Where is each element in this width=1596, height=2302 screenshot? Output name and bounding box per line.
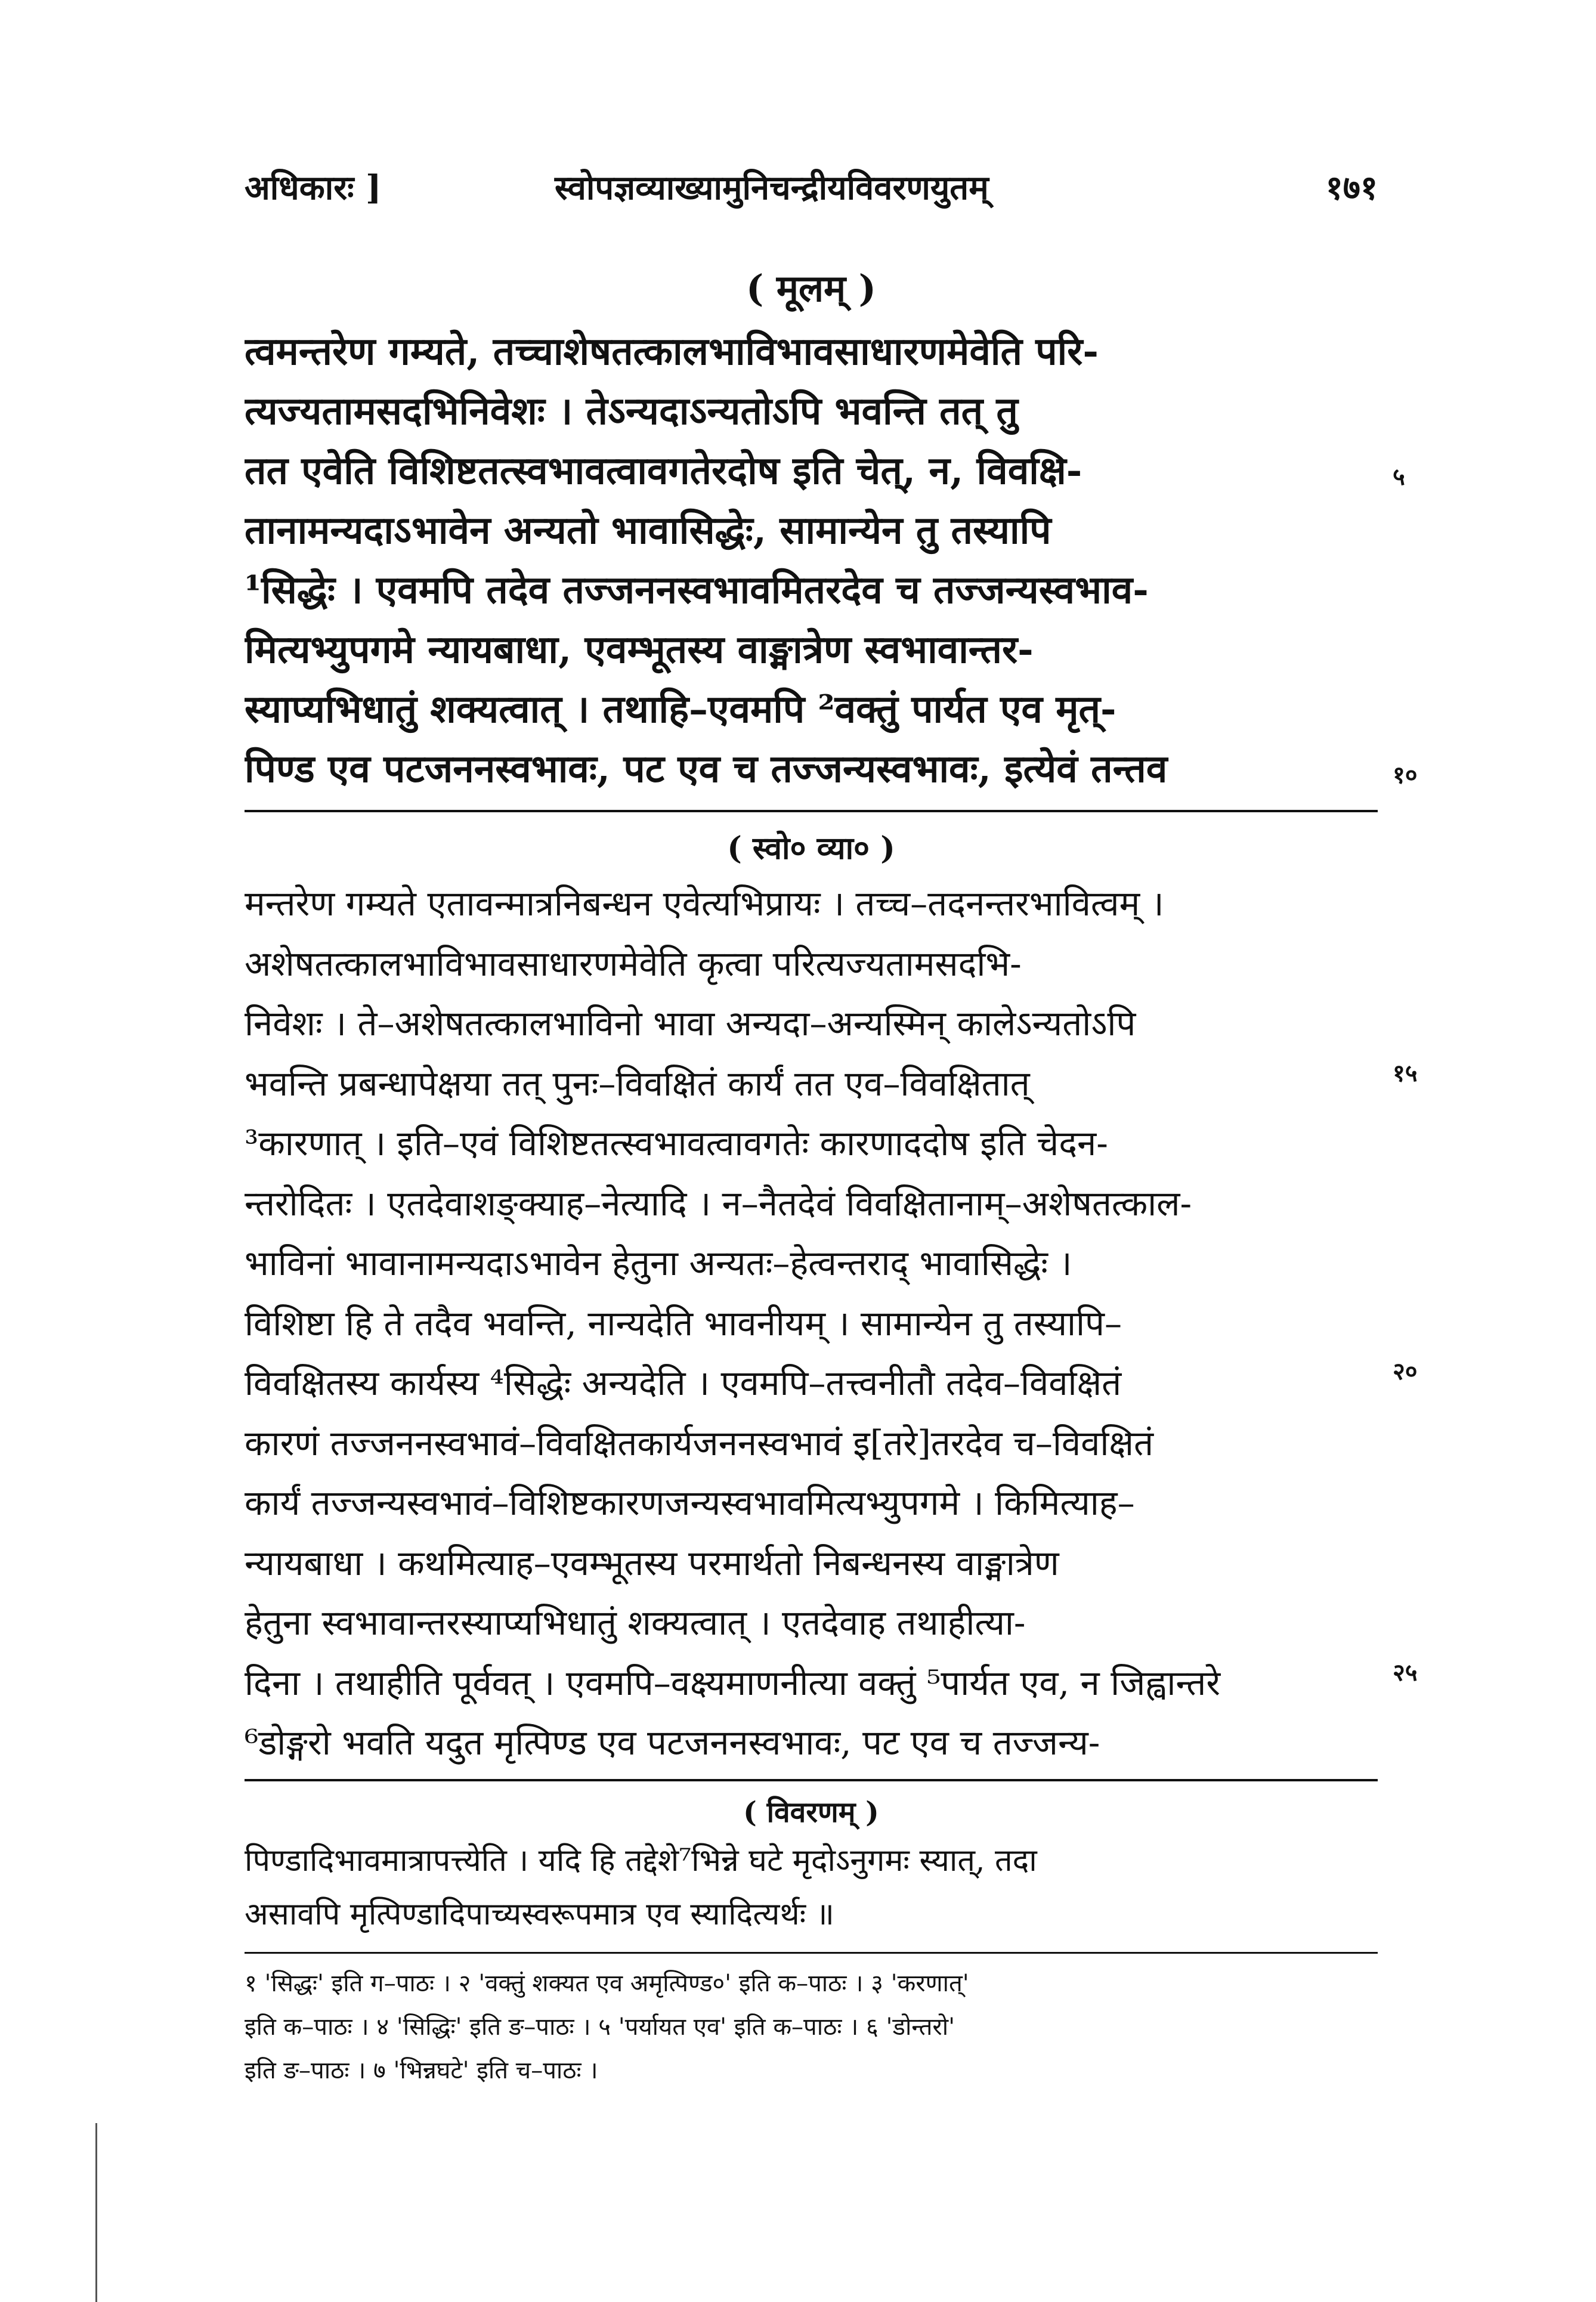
vyakhya-line: दिना । तथाहीति पूर्ववत् । एवमपि–वक्ष्यमाणनीत्या वक्तुं ⁵पार्यत एव, न जिह्वान्तरे (245, 1662, 1221, 1703)
line-number: १५ (1393, 1059, 1418, 1087)
footnote-line: इति क–पाठः । ४ 'सिद्धिः' इति ङ–पाठः । ५ 'पर्यायत एव' इति क–पाठः । ६ 'डोन्तरो' (245, 2013, 955, 2041)
mula-line: पिण्ड एव पटजननस्वभावः, पट एव च तज्जन्यस्वभावः, इत्येवं तन्तव (245, 747, 1168, 791)
vyakhya-line: हेतुना स्वभावान्तरस्याप्यभिधातुं शक्यत्वात् । एतदेवाह तथाहीत्या- (245, 1602, 1026, 1643)
vyakhya-line: न्तरोदितः । एतदेवाशङ्क्याह–नेत्यादि । न–नैतदेवं विवक्षितानाम्–अशेषतत्काल- (245, 1183, 1192, 1224)
mula-line: त्वमन्तरेण गम्यते, तच्चाशेषतत्कालभाविभावसाधारणमेवेति परि- (245, 329, 1099, 374)
footnote-line: १ 'सिद्धः' इति ग–पाठः । २ 'वक्तुं शक्यत एव अमृत्पिण्ड०' इति क–पाठः । ३ 'करणात्' (245, 1970, 969, 1997)
mula-line: मित्यभ्युपगमे न्यायबाधा, एवम्भूतस्य वाङ्मात्रेण स्वभावान्तर- (245, 627, 1034, 672)
mula-line: स्याप्यभिधातुं शक्यत्वात् । तथाहि–एवमपि ²वक्तुं पार्यत एव मृत्- (245, 687, 1116, 732)
mula-heading: ( मूलम् ) (746, 267, 877, 310)
vyakhya-line: ⁶डोङ्गरो भवति यदुत मृत्पिण्ड एव पटजननस्वभावः, पट एव च तज्जन्य- (245, 1722, 1100, 1763)
vyakhya-heading: ( स्वो० व्या० ) (727, 830, 895, 867)
mula-line: तत एवेति विशिष्टतत्स्वभावत्वावगतेरदोष इति चेत्, न, विवक्षि- (245, 448, 1082, 493)
vyakhya-line: भाविनां भावानामन्यदाऽभावेन हेतुना अन्यतः–हेत्वन्तराद् भावासिद्धेः । (245, 1243, 1072, 1283)
footnote-divider (245, 1952, 1378, 1954)
vyakhya-line: कार्यं तज्जन्यस्वभावं–विशिष्टकारणजन्यस्वभावमित्यभ्युपगमे । किमित्याह– (245, 1483, 1135, 1523)
footnote-line: इति ङ–पाठः । ७ 'भिन्नघटे' इति च–पाठः । (245, 2057, 598, 2084)
vivarana-heading: ( विवरणम् ) (743, 1796, 879, 1829)
mula-line: त्यज्यतामसदभिनिवेशः । तेऽन्यदाऽन्यतोऽपि भवन्ति तत् तु (245, 389, 1018, 434)
vyakhya-line: अशेषतत्कालभाविभावसाधारणमेवेति कृत्वा परित्यज्यतामसदभि- (245, 943, 1022, 984)
vivarana-text (245, 1834, 1378, 1941)
section-divider (245, 810, 1378, 812)
line-number: १० (1393, 761, 1418, 789)
mula-text (245, 322, 1378, 799)
footnotes (245, 1962, 1378, 2093)
scan-margin-line (95, 2123, 97, 2302)
mula-line: ¹सिद्धेः । एवमपि तदेव तज्जननस्वभावमितरदेव च तज्जन्यस्वभाव- (245, 568, 1149, 612)
vivarana-line: असावपि मृत्पिण्डादिपाच्यस्वरूपमात्र एव स्यादित्यर्थः ॥ (245, 1896, 834, 1932)
vyakhya-line: निवेशः । ते–अशेषतत्कालभाविनो भावा अन्यदा–अन्यस्मिन् कालेऽन्यतोऽपि (245, 1003, 1136, 1044)
vyakhya-line: विशिष्टा हि ते तदैव भवन्ति, नान्यदेति भावनीयम् । सामान्येन तु तस्यापि– (245, 1302, 1122, 1344)
page-number: १७१ (1325, 168, 1378, 208)
vyakhya-line: कारणं तज्जननस्वभावं–विवक्षितकार्यजननस्वभावं इ[तरे]तरदेव च–विवक्षितं (245, 1422, 1154, 1463)
vyakhya-text (245, 874, 1378, 1773)
line-number: २० (1393, 1357, 1418, 1385)
line-number: २५ (1393, 1659, 1418, 1687)
vyakhya-line: मन्तरेण गम्यते एतावन्मात्रनिबन्धन एवेत्यभिप्रायः । तच्च–तदनन्तरभावित्वम् । (245, 883, 1164, 924)
chapter-label: अधिकारः ] (245, 168, 382, 208)
vivarana-line: पिण्डादिभावमात्रापत्त्येति । यदि हि तद्देशे⁷भिन्ने घटे मृदोऽनुगमः स्यात्, तदा (245, 1843, 1037, 1879)
vyakhya-line: ³कारणात् । इति–एवं विशिष्टतत्स्वभावत्वावगतेः कारणाददोष इति चेदन- (245, 1123, 1108, 1164)
section-divider (245, 1779, 1378, 1781)
running-title: स्वोपज्ञव्याख्यामुनिचन्द्रीयविवरणयुतम् (555, 168, 989, 208)
running-header (245, 152, 1378, 212)
mula-line: तानामन्यदाऽभावेन अन्यतो भावासिद्धेः, सामान्येन तु तस्यापि (245, 508, 1051, 553)
vyakhya-line: भवन्ति प्रबन्धापेक्षया तत् पुनः–विवक्षितं कार्यं तत एव–विवक्षितात् (245, 1063, 1030, 1104)
vyakhya-line: न्यायबाधा । कथमित्याह–एवम्भूतस्य परमार्थतो निबन्धनस्य वाङ्मात्रेण (245, 1542, 1059, 1583)
vyakhya-line: विवक्षितस्य कार्यस्य ⁴सिद्धेः अन्यदेति । एवमपि–तत्त्वनीतौ तदेव–विवक्षितं (245, 1363, 1122, 1403)
line-number: ५ (1393, 463, 1405, 491)
